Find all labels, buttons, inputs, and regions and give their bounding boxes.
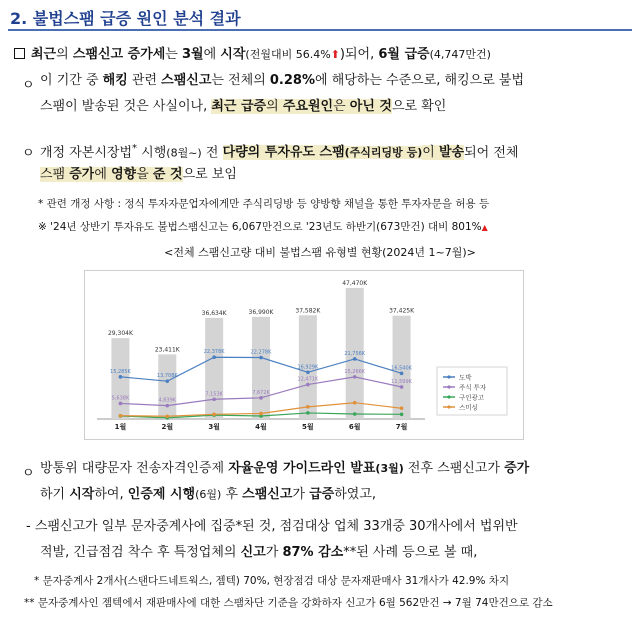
up-arrow-icon: ⬆ xyxy=(330,48,340,61)
x-tick-label: 7월 xyxy=(395,423,408,431)
section-title: 2. 불법스팸 급증 원인 분석 결과 xyxy=(10,9,241,28)
series-point xyxy=(400,385,404,389)
series-point xyxy=(400,372,404,376)
point-label: 7,153K xyxy=(205,391,223,398)
series-point xyxy=(400,413,404,417)
dash-line1: - 스팸신고가 일부 문자중계사에 집중*된 것, 점검대상 업체 33개중 30개사에서 법위반 xyxy=(26,519,518,534)
series-point xyxy=(259,412,263,416)
x-tick-label: 6월 xyxy=(348,423,361,431)
x-tick-label: 3월 xyxy=(208,423,220,431)
circle-bullet-icon: ㅇ xyxy=(22,466,35,481)
total-bar xyxy=(205,318,223,419)
legend-marker xyxy=(447,375,450,378)
total-bar-label: 36,634K xyxy=(201,309,227,317)
point-label: 15,285K xyxy=(110,368,131,375)
series-point xyxy=(353,401,357,405)
series-point xyxy=(306,405,310,409)
x-tick-label: 1월 xyxy=(114,423,127,431)
legend-marker xyxy=(447,395,450,398)
bullet2-line2: 스팸 증가에 영향을 준 것으로 보임 xyxy=(40,167,237,182)
total-bar-label: 37,582K xyxy=(295,307,321,315)
series-point xyxy=(259,396,263,400)
legend-label: 스미싱 xyxy=(459,403,478,412)
square-bullet-icon xyxy=(14,48,25,59)
series-point xyxy=(119,402,123,406)
point-label: 12,471K xyxy=(297,376,319,383)
series-point xyxy=(119,375,123,379)
bullet3-line1: 방통위 대량문자 전송자격인증제 자율운영 가이드라인 발표(3월) 전후 스팸신고가 증가 xyxy=(40,461,530,476)
x-tick-label: 4월 xyxy=(255,423,267,431)
point-label: 22,378K xyxy=(203,349,225,356)
circle-bullet-icon: ㅇ xyxy=(22,78,35,93)
point-label: 13,708K xyxy=(156,373,178,380)
total-bar-label: 36,990K xyxy=(248,308,274,316)
point-label: 5,638K xyxy=(111,395,130,402)
legend-label: 주식 투자 xyxy=(459,383,487,392)
series-point xyxy=(400,406,404,410)
series-point xyxy=(212,355,216,359)
note-statistic: ※ '24년 상반기 투자유도 불법스팸신고는 6,067만건으로 '23년도 하반기(673만건) 대비 801%▲ xyxy=(38,221,488,233)
point-label: 4,839K xyxy=(158,397,177,404)
total-bar-label: 23,411K xyxy=(154,346,180,354)
total-bar-label: 37,425K xyxy=(389,307,415,315)
x-tick-label: 2월 xyxy=(161,423,174,431)
series-point xyxy=(353,375,357,379)
bullet1-line2: 스팸이 발송된 것은 사실이나, 최근 급증의 주요원인은 아닌 것으로 확인 xyxy=(40,99,447,114)
up-triangle-icon: ▲ xyxy=(481,223,488,232)
series-point xyxy=(212,397,216,401)
headline: 최근의 스팸신고 증가세는 3월에 시작(전월대비 56.4%⬆)되어, 6월 급증(4,747만건) xyxy=(14,42,491,68)
total-bar-label: 47,470K xyxy=(342,279,368,287)
point-label: 7,672K xyxy=(252,389,270,396)
total-bar xyxy=(252,317,270,419)
title-divider xyxy=(8,29,632,31)
point-label: 16,540K xyxy=(391,365,412,372)
series-point xyxy=(353,357,357,361)
series-point xyxy=(165,404,169,408)
total-bar xyxy=(158,354,176,419)
legend-label: 구인광고 xyxy=(459,393,485,402)
spam-type-chart xyxy=(85,271,525,441)
footnote-1: * 문자중계사 2개사(스탠다드네트웍스, 젬텍) 70%, 현장점검 대상 문자재판매사 31개사가 42.9% 차지 xyxy=(34,575,510,587)
series-point xyxy=(353,412,357,416)
chart-title: <전체 스팸신고량 대비 불법스팸 유형별 현황(2024년 1~7월)> xyxy=(164,246,476,259)
legend-label: 도박 xyxy=(459,373,472,382)
note-amendment: * 관련 개정 사항 : 정식 투자자문업자에게만 주식리딩방 등 양방향 채널을 통한 투자자문을 허용 등 xyxy=(38,198,490,210)
series-point xyxy=(306,411,310,415)
point-label: 11,599K xyxy=(391,378,412,385)
series-point xyxy=(306,383,310,387)
point-label: 16,929K xyxy=(297,364,319,371)
bullet3-line2: 하기 시작하여, 인증제 시행(6월) 후 스팸신고가 급증하였고, xyxy=(40,487,377,502)
bullet1-line1: 이 기간 중 해킹 관련 스팸신고는 전체의 0.28%에 해당하는 수준으로, 해킹으로 불법 xyxy=(40,73,525,88)
point-label: 22,278K xyxy=(250,349,272,356)
circle-bullet-icon: ㅇ xyxy=(22,146,35,161)
series-point xyxy=(259,356,263,360)
legend-marker xyxy=(447,385,450,388)
series-point xyxy=(306,370,310,374)
series-point xyxy=(212,413,216,417)
series-point xyxy=(165,414,169,418)
dash-line2: 적발, 긴급점검 착수 후 특정업체의 신고가 87% 감소**된 사례 등으로 볼 때, xyxy=(40,545,478,560)
legend-marker xyxy=(447,405,450,408)
total-bar-label: 29,304K xyxy=(107,330,133,338)
series-point xyxy=(119,414,123,418)
x-tick-label: 5월 xyxy=(302,423,314,431)
chart-container xyxy=(84,270,524,440)
series-point xyxy=(165,379,169,383)
bullet2-line1: 개정 자본시장법* 시행(8월~) 전 다량의 투자유도 스팸(주식리딩방 등)이 발송되어 전체 xyxy=(40,143,519,161)
footnote-2: ** 문자중계사인 젬텍에서 재판매사에 대한 스팸차단 기준을 강화하자 신고가 6월 562만건 → 7월 74만건으로 감소 xyxy=(24,597,553,609)
point-label: 21,756K xyxy=(344,350,366,357)
point-label: 15,266K xyxy=(344,368,366,375)
